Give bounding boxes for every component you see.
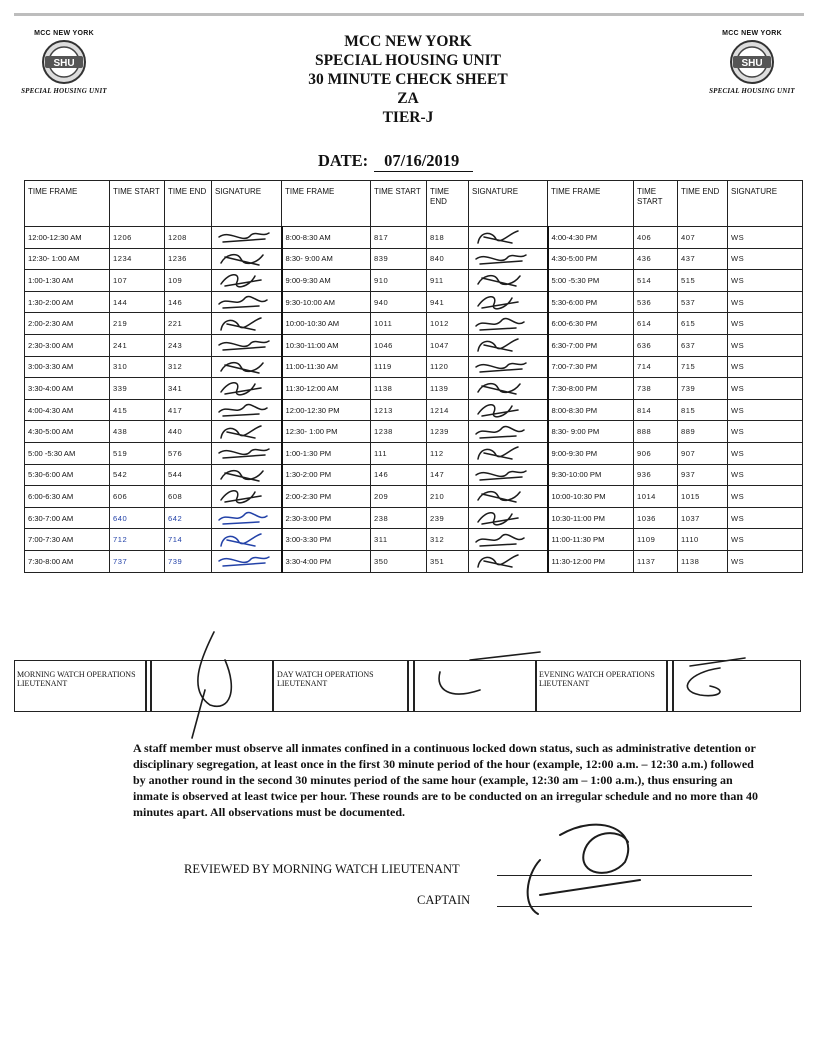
time-end-cell[interactable]: 112 xyxy=(427,442,469,464)
time-start-cell[interactable]: 415 xyxy=(110,399,165,421)
time-start-cell[interactable]: 1234 xyxy=(110,248,165,270)
time-frame-am: 6:30-7:00 AM xyxy=(25,507,110,529)
time-start-cell[interactable]: 519 xyxy=(110,442,165,464)
time-start-cell[interactable]: 406 xyxy=(634,227,678,249)
time-frame-am: 4:00-4:30 AM xyxy=(25,399,110,421)
time-start-cell[interactable]: 514 xyxy=(634,270,678,292)
time-frame-am: 4:30-5:00 AM xyxy=(25,421,110,443)
time-start-cell[interactable]: 1011 xyxy=(371,313,427,335)
col-header: TIME END xyxy=(427,181,469,227)
time-end-cell[interactable]: 1214 xyxy=(427,399,469,421)
time-start-cell[interactable]: 310 xyxy=(110,356,165,378)
col-header: TIME START xyxy=(371,181,427,227)
time-frame-am: 2:00-2:30 AM xyxy=(25,313,110,335)
time-start-cell[interactable]: 814 xyxy=(634,399,678,421)
time-start-cell[interactable]: 238 xyxy=(371,507,427,529)
col-header: TIME START xyxy=(634,181,678,227)
time-frame-day: 2:00-2:30 PM xyxy=(282,486,371,508)
time-end-cell[interactable]: 312 xyxy=(165,356,212,378)
time-start-cell[interactable]: 1046 xyxy=(371,334,427,356)
time-frame-day: 9:00-9:30 AM xyxy=(282,270,371,292)
time-frame-pm: 8:00-8:30 PM xyxy=(548,399,634,421)
time-frame-pm: 6:30-7:00 PM xyxy=(548,334,634,356)
time-frame-day: 12:30- 1:00 PM xyxy=(282,421,371,443)
time-end-cell[interactable]: 210 xyxy=(427,486,469,508)
time-frame-am: 5:30-6:00 AM xyxy=(25,464,110,486)
time-end-cell[interactable]: 739 xyxy=(678,378,728,400)
morning-lieutenant-label: MORNING WATCH OPERATIONS LIEUTENANT xyxy=(17,670,136,688)
time-end-cell[interactable]: 239 xyxy=(427,507,469,529)
time-start-cell[interactable]: 1109 xyxy=(634,529,678,551)
time-start-cell[interactable]: 438 xyxy=(110,421,165,443)
time-frame-day: 8:00-8:30 AM xyxy=(282,227,371,249)
signature-initials-cell[interactable]: WS xyxy=(728,442,803,464)
time-end-cell[interactable]: 608 xyxy=(165,486,212,508)
time-end-cell[interactable]: 312 xyxy=(427,529,469,551)
time-frame-am: 12:30- 1:00 AM xyxy=(25,248,110,270)
time-end-cell[interactable]: 1239 xyxy=(427,421,469,443)
time-frame-pm: 9:30-10:00 PM xyxy=(548,464,634,486)
time-end-cell[interactable]: 146 xyxy=(165,291,212,313)
time-start-cell[interactable]: 1206 xyxy=(110,227,165,249)
time-frame-am: 2:30-3:00 AM xyxy=(25,334,110,356)
col-header: TIME END xyxy=(165,181,212,227)
captain-label: CAPTAIN xyxy=(417,893,471,907)
time-start-cell[interactable]: 1238 xyxy=(371,421,427,443)
signature-initials-cell[interactable]: WS xyxy=(728,486,803,508)
time-start-cell[interactable]: 1119 xyxy=(371,356,427,378)
heading-line-2: SPECIAL HOUSING UNIT xyxy=(314,52,502,69)
time-start-cell[interactable]: 144 xyxy=(110,291,165,313)
time-end-cell[interactable]: 1110 xyxy=(678,529,728,551)
time-frame-pm: 5:30-6:00 PM xyxy=(548,291,634,313)
time-start-cell[interactable]: 606 xyxy=(110,486,165,508)
signature-initials-cell[interactable]: WS xyxy=(728,399,803,421)
time-start-cell[interactable]: 888 xyxy=(634,421,678,443)
time-start-cell[interactable]: 1213 xyxy=(371,399,427,421)
col-header: SIGNATURE xyxy=(728,181,803,227)
time-start-cell[interactable]: 241 xyxy=(110,334,165,356)
col-header: SIGNATURE xyxy=(212,181,282,227)
evening-lieutenant-label: EVENING WATCH OPERATIONS LIEUTENANT xyxy=(539,670,655,688)
time-frame-am: 7:00-7:30 AM xyxy=(25,529,110,551)
emblem-text: SHU xyxy=(741,58,763,69)
time-frame-pm: 10:30-11:00 PM xyxy=(548,507,634,529)
time-start-cell[interactable]: 614 xyxy=(634,313,678,335)
time-frame-day: 11:00-11:30 AM xyxy=(282,356,371,378)
time-end-cell[interactable]: 109 xyxy=(165,270,212,292)
signature-initials-cell[interactable]: WS xyxy=(728,356,803,378)
time-end-cell[interactable]: 1012 xyxy=(427,313,469,335)
time-start-cell[interactable]: 936 xyxy=(634,464,678,486)
time-end-cell[interactable]: 537 xyxy=(678,291,728,313)
time-start-cell[interactable]: 1138 xyxy=(371,378,427,400)
time-end-cell[interactable]: 642 xyxy=(165,507,212,529)
time-frame-am: 3:30-4:00 AM xyxy=(25,378,110,400)
time-end-cell[interactable]: 407 xyxy=(678,227,728,249)
time-frame-day: 8:30- 9:00 AM xyxy=(282,248,371,270)
time-end-cell[interactable]: 715 xyxy=(678,356,728,378)
time-end-cell[interactable]: 576 xyxy=(165,442,212,464)
col-header: SIGNATURE xyxy=(469,181,548,227)
time-end-cell[interactable]: 818 xyxy=(427,227,469,249)
time-end-cell[interactable]: 417 xyxy=(165,399,212,421)
heading-line-5: TIER-J xyxy=(382,109,434,126)
col-header: TIME FRAME xyxy=(282,181,371,227)
time-end-cell[interactable]: 440 xyxy=(165,421,212,443)
time-frame-pm: 4:30-5:00 PM xyxy=(548,248,634,270)
time-frame-pm: 10:00-10:30 PM xyxy=(548,486,634,508)
heading-line-1: MCC NEW YORK xyxy=(344,33,472,50)
time-frame-day: 3:00-3:30 PM xyxy=(282,529,371,551)
time-start-cell[interactable]: 839 xyxy=(371,248,427,270)
logo-top-text: MCC NEW YORK xyxy=(722,30,782,37)
signature-initials-cell[interactable]: WS xyxy=(728,529,803,551)
time-frame-day: 2:30-3:00 PM xyxy=(282,507,371,529)
time-end-cell[interactable]: 941 xyxy=(427,291,469,313)
time-start-cell[interactable]: 737 xyxy=(110,550,165,572)
time-start-cell[interactable]: 738 xyxy=(634,378,678,400)
time-frame-am: 5:00 -5:30 AM xyxy=(25,442,110,464)
time-end-cell[interactable]: 351 xyxy=(427,550,469,572)
time-end-cell[interactable]: 1120 xyxy=(427,356,469,378)
signature-initials-cell[interactable]: WS xyxy=(728,421,803,443)
time-start-cell[interactable]: 906 xyxy=(634,442,678,464)
time-end-cell[interactable]: 544 xyxy=(165,464,212,486)
signature-initials-cell[interactable]: WS xyxy=(728,291,803,313)
signature-initials-cell[interactable]: WS xyxy=(728,378,803,400)
time-end-cell[interactable]: 515 xyxy=(678,270,728,292)
policy-notice: A staff member must observe all inmates confined in a continuous locked down status, such as administrative detention or disciplinary segregation, at least once in the first 30 minute period of the hour (example, 12:00 a.m. – 12:30 a.m.) followed by another round in the second 30 minutes period of the same hour (example, 12:30 am – 1:00 a.m.), thus ensuring an inmate is observed at least twice per hour. These rounds are to be conducted on an irregular schedule and no more than 40 minutes apart. All observations must be documented. xyxy=(133,741,759,819)
time-end-cell[interactable]: 907 xyxy=(678,442,728,464)
time-frame-day: 11:30-12:00 AM xyxy=(282,378,371,400)
time-end-cell[interactable]: 739 xyxy=(165,550,212,572)
time-frame-day: 10:30-11:00 AM xyxy=(282,334,371,356)
time-end-cell[interactable]: 1208 xyxy=(165,227,212,249)
time-end-cell[interactable]: 815 xyxy=(678,399,728,421)
col-header: TIME END xyxy=(678,181,728,227)
time-start-cell[interactable]: 817 xyxy=(371,227,427,249)
time-start-cell[interactable]: 311 xyxy=(371,529,427,551)
time-start-cell[interactable]: 146 xyxy=(371,464,427,486)
time-start-cell[interactable]: 636 xyxy=(634,334,678,356)
evening-lieutenant-signature-scribble xyxy=(687,658,745,696)
time-frame-day: 10:00-10:30 AM xyxy=(282,313,371,335)
time-frame-day: 9:30-10:00 AM xyxy=(282,291,371,313)
heading-line-4: ZA xyxy=(397,90,419,107)
signature-initials-cell[interactable]: WS xyxy=(728,507,803,529)
col-header: TIME FRAME xyxy=(548,181,634,227)
time-end-cell[interactable]: 243 xyxy=(165,334,212,356)
time-frame-pm: 11:30-12:00 PM xyxy=(548,550,634,572)
time-frame-am: 7:30-8:00 AM xyxy=(25,550,110,572)
time-end-cell[interactable]: 911 xyxy=(427,270,469,292)
signature-initials-cell[interactable]: WS xyxy=(728,334,803,356)
signature-initials-cell[interactable]: WS xyxy=(728,227,803,249)
time-start-cell[interactable]: 436 xyxy=(634,248,678,270)
time-frame-am: 6:00-6:30 AM xyxy=(25,486,110,508)
time-frame-pm: 8:30- 9:00 PM xyxy=(548,421,634,443)
time-start-cell[interactable]: 219 xyxy=(110,313,165,335)
time-frame-pm: 11:00-11:30 PM xyxy=(548,529,634,551)
time-end-cell[interactable]: 1015 xyxy=(678,486,728,508)
time-end-cell[interactable]: 147 xyxy=(427,464,469,486)
col-header: TIME START xyxy=(110,181,165,227)
time-frame-am: 12:00-12:30 AM xyxy=(25,227,110,249)
date-value[interactable]: 07/16/2019 xyxy=(374,151,473,172)
time-end-cell[interactable]: 1047 xyxy=(427,334,469,356)
time-start-cell[interactable]: 940 xyxy=(371,291,427,313)
time-frame-day: 1:30-2:00 PM xyxy=(282,464,371,486)
time-frame-day: 3:30-4:00 PM xyxy=(282,550,371,572)
time-start-cell[interactable]: 536 xyxy=(634,291,678,313)
emblem-text: SHU xyxy=(53,58,75,69)
time-start-cell[interactable]: 1036 xyxy=(634,507,678,529)
time-start-cell[interactable]: 111 xyxy=(371,442,427,464)
time-end-cell[interactable]: 437 xyxy=(678,248,728,270)
time-end-cell[interactable]: 1139 xyxy=(427,378,469,400)
time-frame-day: 1:00-1:30 PM xyxy=(282,442,371,464)
time-start-cell[interactable]: 712 xyxy=(110,529,165,551)
logo-top-text: MCC NEW YORK xyxy=(34,30,94,37)
reviewed-by-label: REVIEWED BY MORNING WATCH LIEUTENANT xyxy=(184,862,460,876)
time-end-cell[interactable]: 1037 xyxy=(678,507,728,529)
time-frame-pm: 6:00-6:30 PM xyxy=(548,313,634,335)
time-start-cell[interactable]: 640 xyxy=(110,507,165,529)
time-end-cell[interactable]: 1236 xyxy=(165,248,212,270)
time-frame-pm: 4:00-4:30 PM xyxy=(548,227,634,249)
time-frame-am: 3:00-3:30 AM xyxy=(25,356,110,378)
time-frame-pm: 7:30-8:00 PM xyxy=(548,378,634,400)
signature-initials-cell[interactable]: WS xyxy=(728,270,803,292)
logo-bottom-text: SPECIAL HOUSING UNIT xyxy=(709,87,795,95)
time-end-cell[interactable]: 341 xyxy=(165,378,212,400)
time-end-cell[interactable]: 615 xyxy=(678,313,728,335)
time-end-cell[interactable]: 221 xyxy=(165,313,212,335)
time-end-cell[interactable]: 937 xyxy=(678,464,728,486)
time-frame-day: 12:00-12:30 PM xyxy=(282,399,371,421)
time-start-cell[interactable]: 542 xyxy=(110,464,165,486)
signature-initials-cell[interactable]: WS xyxy=(728,464,803,486)
signature-initials-cell[interactable]: WS xyxy=(728,313,803,335)
time-start-cell[interactable]: 714 xyxy=(634,356,678,378)
time-frame-pm: 9:00-9:30 PM xyxy=(548,442,634,464)
time-start-cell[interactable]: 350 xyxy=(371,550,427,572)
time-start-cell[interactable]: 209 xyxy=(371,486,427,508)
time-end-cell[interactable]: 889 xyxy=(678,421,728,443)
time-end-cell[interactable]: 714 xyxy=(165,529,212,551)
time-start-cell[interactable]: 1137 xyxy=(634,550,678,572)
time-end-cell[interactable]: 1138 xyxy=(678,550,728,572)
time-start-cell[interactable]: 339 xyxy=(110,378,165,400)
time-start-cell[interactable]: 1014 xyxy=(634,486,678,508)
time-end-cell[interactable]: 840 xyxy=(427,248,469,270)
time-end-cell[interactable]: 637 xyxy=(678,334,728,356)
time-frame-pm: 7:00-7:30 PM xyxy=(548,356,634,378)
col-header: TIME FRAME xyxy=(25,181,110,227)
time-start-cell[interactable]: 910 xyxy=(371,270,427,292)
day-lieutenant-label: DAY WATCH OPERATIONS LIEUTENANT xyxy=(277,670,374,688)
date-label: DATE: xyxy=(318,151,369,170)
heading-line-3: 30 MINUTE CHECK SHEET xyxy=(308,71,508,88)
time-frame-am: 1:30-2:00 AM xyxy=(25,291,110,313)
morning-lieutenant-signature-scribble xyxy=(192,632,231,738)
signature-initials-cell[interactable]: WS xyxy=(728,248,803,270)
logo-bottom-text: SPECIAL HOUSING UNIT xyxy=(21,87,107,95)
time-frame-am: 1:00-1:30 AM xyxy=(25,270,110,292)
day-lieutenant-signature-scribble xyxy=(439,652,540,694)
time-frame-pm: 5:00 -5:30 PM xyxy=(548,270,634,292)
reviewer-signature-scribble xyxy=(528,825,640,914)
signature-initials-cell[interactable]: WS xyxy=(728,550,803,572)
time-start-cell[interactable]: 107 xyxy=(110,270,165,292)
